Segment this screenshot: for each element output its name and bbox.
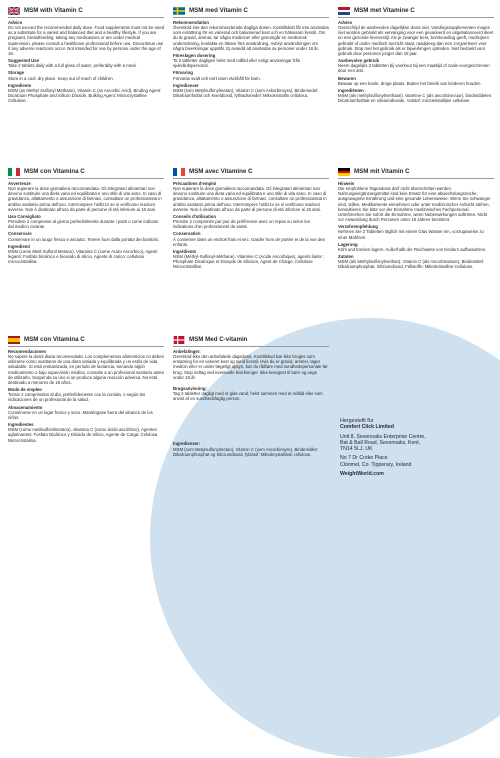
section-text: Prendre 2 comprimés par jour de préférence avec un repas ou selon les indications d'un professionnel de santé.	[173, 219, 310, 230]
section-heading: Förvaring	[173, 70, 193, 76]
section-heading: Précautions d'emploi	[173, 181, 217, 186]
address-ireland	[340, 455, 490, 468]
section-heading: Ingrédients	[173, 248, 197, 254]
panel-header	[173, 6, 329, 18]
panel-title: MSM mit Vitamin C	[354, 168, 410, 176]
panel-header	[338, 6, 494, 18]
panel-header	[173, 335, 329, 347]
france-flag-icon	[173, 168, 185, 176]
section-text: Neem dagelijks 2 tabletten bij voorkeur bij een maaltijd of zoals voorgeschreven door een arts.	[338, 63, 490, 74]
section-heading: Föreslagen dosering	[173, 52, 216, 58]
section-text: Do not exceed the recommended daily dose. Food supplements must not be used as a substitute for a varied and balanced diet and a healthy lifestyle. If you are pregnant, breastfeeding, taking any medications or are under medical supervision, please consult a healthcare professional before use. Discontinue use if any adverse reactions occur. Not intended for use by persons under the age of 18.	[8, 25, 164, 56]
section-heading: Bewaren	[338, 75, 356, 81]
section-text: Consérvese en un lugar fresco y seco. Manténgase fuera del alcance de los niños.	[8, 409, 153, 420]
section-heading: Anbefalinger:	[173, 349, 201, 354]
section-text: MSM (som Metylsulfonylmetan), Vitamin C (som Askorbinsyra), Bindemedel: Dikalciumfosfat och Kiseldioxid, fyllnadsmedel: Mikrokristallin cellulosa.	[173, 87, 319, 99]
address-line: Unit 8, Sevenoaks Enterprise Centre,	[340, 433, 426, 440]
uk-flag-icon	[8, 7, 20, 15]
spain-flag-icon	[8, 336, 20, 344]
section-heading: Suggested Use	[8, 58, 40, 64]
section-heading: Aanbevolen gebruik	[338, 58, 380, 64]
section-heading: Conservation	[173, 231, 201, 237]
panel-header	[8, 167, 164, 179]
section-heading: Zutaten	[338, 254, 354, 260]
panel-french	[173, 167, 329, 270]
section-heading: Uso Consigliato	[8, 213, 41, 219]
section-text: No supere la dosis diaria recomendada. Los complementos alimenticios no deben utilizarse como sustitutos de una dieta variada y equilibrada y un estilo de vida saludable. Si está embarazada, en período de lactancia, tomando algún medicamento o bajo supervisión médica, consulte a un profesional sanitario antes de utilizarlo. Suspenda su uso si se produce alguna reacción adversa. No está destinado a menores de 18 años.	[8, 354, 164, 385]
panel-swedish	[173, 6, 329, 98]
germany-flag-icon	[338, 168, 350, 176]
section-heading: Conservare	[8, 231, 32, 237]
panel-german	[338, 167, 494, 270]
section-heading: Storage	[8, 70, 24, 76]
section-text: Conservare in un luogo fresco e asciutto. Tenere fuori dalla portata dei bambini.	[8, 236, 160, 242]
section-text: Overskrid ikke den anbefalede dagsdosis. Kosttilskud bør ikke bruges som erstatning for en varieret kost og sund livsstil. Hvis du er gravid, ammer, tager medicin eller er under lægeligt opsyn, bør du rådføre med sundhedspersonale før brug. Stop indtag ved eventuelle bivirkninger. Ikke beregnet til børn og unge under 18 år.	[173, 354, 328, 380]
panel-spanish	[8, 335, 164, 443]
section-text: Take 2 tablets daily with a full glass of water, preferably with a meal.	[8, 63, 137, 69]
panel-title: MSM met Vitamine C	[354, 7, 415, 15]
section-heading: Ingredienser:	[173, 441, 201, 447]
panel-header	[338, 167, 494, 179]
section-text: MSM (como metilsulfonilmetano), vitamina C (como ácido ascórbico), Agentes aglutinantes: Fosfato Dicálcico y Dióxido de Silicio, Agente de Carga: Celulosa Microcristalina.	[8, 427, 158, 443]
section-text: Prendere 2 compresse al giorno preferibilmente durante i pasti o come indicato dal medico curante.	[8, 219, 159, 230]
section-text: MSM (als Methylsulfonylmethan), Vitamin C (als Ascorbinsäure), Bindemittel: Dikalziumphosphat, Siliziumdioxid, Füllstoffe: Mikrokristalline Cellulose.	[338, 259, 485, 270]
panel-title: MSM con Vitamina C	[24, 168, 85, 176]
italy-flag-icon	[8, 168, 20, 176]
section-text: MSM (als methylsulfonylmethaan), vitamine C (als ascorbinezuur), bindmiddelen: Dicalciumfosfaat en siliciumdioxide, Vulstof: microkristallijne cellulose.	[338, 93, 493, 104]
panel-danish	[173, 335, 329, 457]
address-uk	[340, 434, 490, 453]
section-text: Kühl und trocken lagern. Außerhalb der Reichweite von Kindern aufbewahren.	[338, 246, 487, 252]
section-heading: Brugsanvisning:	[173, 385, 207, 391]
denmark-flag-icon	[173, 336, 185, 344]
manufacturer-label: Hergestellt für	[340, 418, 374, 424]
panel-title: MSM med Vitamin C	[189, 7, 249, 15]
section-heading: Avvertenze	[8, 181, 31, 186]
sweden-flag-icon	[173, 7, 185, 15]
section-heading: Ingredienti	[8, 243, 30, 249]
section-text: Tag 2 tabletter dagligt med et glas vand, helst sammen med et måltid eller som anvist af en sundhedsfaglig person.	[173, 391, 323, 402]
section-heading: Advies	[338, 20, 353, 25]
section-text: Överskrid inte den rekommenderade dagliga dosen. Kosttillskott får inte användas som ersättning för en varierad och balanserad kost och en hälsosam livsstil. Om du är gravid, ammar, tar några mediciner eller genomgår en medicinsk undersökning, kontakta en läkare före användning. Avbryt användningen om några biverkningar uppstår. Ej avsedd att användas av personer under 18 år.	[173, 25, 329, 51]
panel-header	[8, 335, 164, 347]
address-line: Bat & Ball Road, Sevenoaks, Kent,	[340, 439, 421, 446]
panel-title: MSM Med C-vitamin	[189, 336, 248, 344]
section-text: MSM (Méthyl-Sulfonyl-Méthane), Vitamine C (Acide Ascorbique), agents liants : Phosphate Dicalcique et Dioxyde de Silicium, Agent de Charge: Cellulose Microcristalline.	[173, 254, 325, 270]
section-heading: Modo de empleo	[8, 387, 42, 393]
section-text: MSM (som Metylsulfonylmetan), Vitamin C (som Ascorbinsyre), Bindemidler: Dikalciumphosphat og Siliciumdioxid, fyldstof: Mikrokrystallinsk cellulose.	[173, 446, 319, 457]
section-heading: Hinweis	[338, 181, 355, 186]
section-text: MSM (as Methyl Sulfonyl Methane), Vitamin C (as Ascorbic Acid), Binding Agent: Dicalcium Phosphate and Silicon Dioxide, Bulking Agent: Microcrystalline Cellulose.	[8, 87, 162, 104]
section-heading: Ingrediënten	[338, 87, 364, 93]
section-text: MSM (come Metil Sulfonil Metano), Vitamina C (come Acido Ascorbico), Agenti leganti: Fosfato bicalcico e biossido di silicio, Agente di carico: cellulosa microcristallina.	[8, 248, 158, 265]
section-text: Die empfohlene Tagesdosis darf nicht überschritten werden. Nahrungsergänzungsmittel sind kein Ersatz für eine abwechslungsreiche, ausgewogene Ernährung und eine gesunde Lebensweise. Wenn Sie schwanger sind, stillen, Medikamente einnehmen oder unter medizinischer Aufsicht stehen, konsultieren Sie bitte vor der Einnahme medizinisches Fachpersonal. Unterbrechen Sie sofort die Einnahme, wenn Nebenwirkungen auftreten. Nicht zur Anwendung durch Personen unter 18 Jahren bestimmt.	[338, 186, 491, 223]
panel-dutch	[338, 6, 494, 103]
section-text: Tomar 2 comprimidos al día, preferiblemente con la comida, o según las indicaciones de un profesional de la salud.	[8, 392, 146, 403]
section-heading: Ingredients	[8, 82, 32, 88]
manufacturer-info	[340, 418, 490, 477]
section-heading: Ingredientes	[8, 422, 34, 428]
section-heading: Rekommendation	[173, 20, 210, 25]
section-text: Overschrijd de aanbevolen dagelijkse dosis niet. Voedingssupplementen mogen niet worden gebruikt als vervanging voor een gevarieerd en uitgebalanceerd dieet en een gezonde levensstijl. Als je zwanger bent, borstvoeding geeft, medicijnen gebruikt of onder medisch toezicht staat, raadpleeg dan een zorgverlener voor gebruik. Stop met het gebruik als er bijwerkingen optreden. Niet bedoeld voor gebruik door personen jonger dan 18 jaar.	[338, 25, 494, 56]
section-heading: Recomendaciones	[8, 349, 46, 354]
section-text: Store in a cool, dry place. Keep out of reach of children.	[8, 75, 114, 81]
panel-title: MSM avec Vitamine C	[189, 168, 253, 176]
section-text: À conserver dans un endroit frais et sec. Garder hors de portée et de la vue des enfants.	[173, 236, 325, 247]
section-text: Non superare la dose giornaliera raccomandata. Gli integratori alimentari non devono sostituire una dieta varia ed equilibrata e uno stile di vita sano. In caso di gravidanza, allattamento o assunzione di farmaci, consultare un professionista in ambito sanitario prima dell'uso. Interrompere l'utilizzo se si verificano reazioni avverse. Non è destinato all'uso da parte di persone di età inferiore ai 18 anni.	[8, 186, 162, 212]
section-heading: Advice	[8, 20, 23, 25]
section-text: Nehmen Sie 2 Tabletten täglich mit einem Glas Wasser ein, vorzugsweise zu einer Mahlzeit.	[338, 229, 484, 240]
address-line: No 7 Dr Croke Place	[340, 455, 388, 462]
section-heading: Ingredienser	[173, 82, 199, 88]
manufacturer-company: Comfort Click Limited	[340, 424, 394, 431]
panel-title: MSM con Vitamina C	[24, 336, 85, 344]
panel-italian	[8, 167, 164, 264]
panel-header	[173, 167, 329, 179]
panel-header	[8, 6, 164, 18]
section-text: Bewaar op een koele, droge plaats. Buiten het bereik van kinderen houden.	[338, 80, 482, 86]
section-text: Förvaras svalt och torrt utom räckhåll för barn.	[173, 75, 261, 81]
section-text: Non superare la dose giornaliera raccomandata. Gli integratori alimentari non devono sostituire una dieta varia ed equilibrata e uno stile di vita sano. In caso di gravidanza, allattamento o assunzione di farmaci, consultare un professionista in ambito sanitario prima dell'uso. Interrompere l'utilizzo se si verificano reazioni avverse. Non è destinato all'uso da parte di persone di età inferiore ai 18 anni.	[173, 186, 327, 212]
address-line: TN14 5LJ, UK	[340, 446, 373, 453]
section-heading: Almacenamiento	[8, 404, 43, 410]
section-heading: Conseils d'utilisation	[173, 213, 217, 219]
panel-title: MSM with Vitamin C	[24, 7, 83, 15]
section-heading: Verzehrempfehlung	[338, 224, 378, 230]
section-text: Ta 2 tabletter dagligen helst med måltid eller enligt anvisningar från sjukvårdspersonal.	[173, 58, 301, 69]
section-heading: Lagerung	[338, 241, 358, 247]
netherlands-flag-icon	[338, 7, 350, 15]
website-link[interactable]: WeightWorld.com	[340, 471, 384, 478]
address-line: Clonmel, Co. Tipperary, Ireland	[340, 461, 412, 468]
panel-english	[8, 6, 164, 103]
